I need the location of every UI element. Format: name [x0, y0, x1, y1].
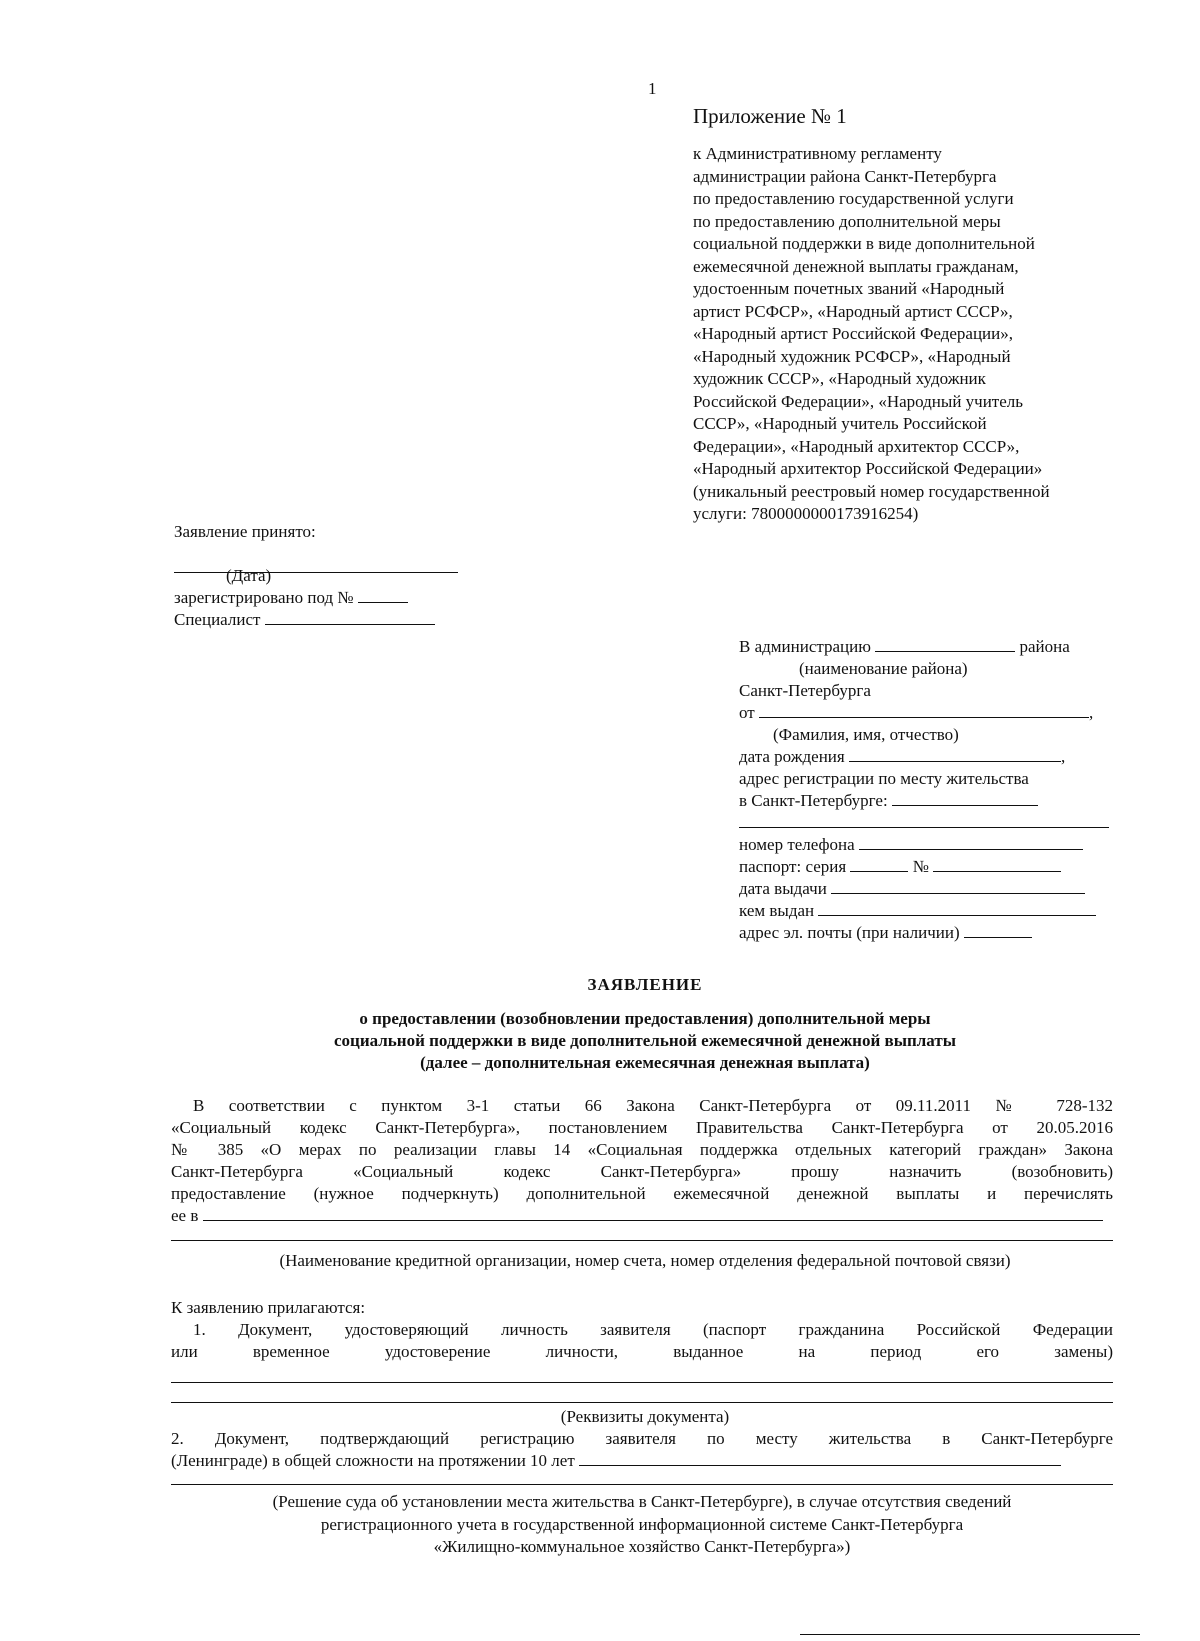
- to-label: В администрацию: [739, 637, 871, 656]
- appendix-line: «Народный художник РСФСР», «Народный: [693, 346, 1011, 366]
- appendix-line: СССР», «Народный учитель Российской: [693, 414, 987, 433]
- in-spb-label: в Санкт-Петербурге:: [739, 791, 888, 810]
- appendix-line: Федерации», «Народный архитектор СССР»,: [693, 436, 1020, 456]
- received-block: [174, 521, 474, 631]
- passport-row: [739, 856, 1119, 878]
- address-block: [739, 636, 1119, 944]
- appendix-line: администрации района Санкт-Петербурга: [693, 166, 997, 186]
- reg-address-label: адрес регистрации по месту жительства: [739, 769, 1029, 788]
- body-line: предоставление (нужное подчеркнуть) дополнительной ежемесячной денежной выплаты и перечислять: [171, 1184, 1113, 1203]
- body-line: № 385 «О мерах по реализации главы 14 «Социальная поддержка отдельных категорий граждан» Закона: [171, 1140, 1113, 1159]
- appendix-line: «Народный архитектор Российской Федерации»: [693, 459, 1043, 478]
- appendix-line: (уникальный реестровый номер государственной: [693, 481, 1050, 501]
- item2-line1: 2. Документ, подтверждающий регистрацию заявителя по месту жительства в Санкт-Петербурге: [171, 1429, 1113, 1448]
- attachments-block: [171, 1297, 1113, 1363]
- appendix-line: по предоставлению дополнительной меры: [693, 211, 1001, 231]
- issue-date-field[interactable]: [831, 878, 1085, 894]
- court-caption-line: регистрационного учета в государственной информационной системе Санкт-Петербурга: [320, 1514, 964, 1534]
- email-field[interactable]: [964, 922, 1032, 938]
- appendix-line: артист РСФСР», «Народный артист СССР»,: [693, 301, 1013, 321]
- statement-title: ЗАЯВЛЕНИЕ: [587, 975, 703, 994]
- passport-number-field[interactable]: [933, 856, 1061, 872]
- issue-date-label: дата выдачи: [739, 879, 827, 898]
- page-bottom-line: [800, 1634, 1140, 1635]
- item2: [171, 1428, 1113, 1472]
- court-caption: [171, 1491, 1113, 1559]
- specialist-label: Специалист: [174, 610, 261, 629]
- appendix-line: услуги: 7800000000173916254): [693, 504, 919, 523]
- email-row: [739, 922, 1119, 944]
- subtitle-line: (далее – дополнительная ежемесячная денежная выплата): [420, 1053, 870, 1072]
- district-caption: (наименование района): [799, 659, 968, 678]
- from-label: от: [739, 703, 755, 722]
- credit-caption: (Наименование кредитной организации, номер счета, номер отделения федеральной почтовой связи): [279, 1251, 1011, 1270]
- to-row: [739, 636, 1119, 658]
- appendix-line: удостоенным почетных званий «Народный: [693, 279, 1005, 298]
- birth-date-field[interactable]: [849, 746, 1061, 762]
- received-label: Заявление принято:: [174, 522, 316, 541]
- payment-row: [171, 1205, 1113, 1227]
- document-details-field-line2[interactable]: [171, 1402, 1113, 1403]
- number-sign: №: [912, 857, 929, 876]
- district-word: района: [1019, 637, 1070, 656]
- date-caption: (Дата): [226, 566, 272, 585]
- appendix-line: художник СССР», «Народный художник: [693, 369, 986, 388]
- document-details-caption: (Реквизиты документа): [560, 1407, 730, 1426]
- attachments-heading: К заявлению прилагаются:: [171, 1298, 366, 1317]
- body-line: Санкт-Петербурга «Социальный кодекс Санкт-Петербурга» прошу назначить (возобновить): [171, 1162, 1113, 1181]
- passport-label: паспорт: серия: [739, 857, 847, 876]
- city: Санкт-Петербурга: [739, 681, 871, 700]
- court-caption-line: «Жилищно-коммунальное хозяйство Санкт-Петербурга»): [433, 1537, 851, 1556]
- subtitle-line: о предоставлении (возобновлении предоставления) дополнительной меры: [359, 1009, 931, 1028]
- address-field-line2[interactable]: [739, 815, 1109, 828]
- registered-label: зарегистрировано под №: [174, 588, 354, 607]
- birth-label: дата рождения: [739, 747, 845, 766]
- body-last: ее в: [171, 1206, 199, 1225]
- phone-row: [739, 834, 1119, 856]
- appendix-line: по предоставлению государственной услуги: [693, 189, 1014, 208]
- appendix-line: «Народный артист Российской Федерации»,: [693, 324, 1013, 343]
- statement-body: [171, 1095, 1113, 1227]
- statement-subtitle: [0, 1008, 1200, 1074]
- address-field[interactable]: [892, 790, 1038, 806]
- phone-label: номер телефона: [739, 835, 855, 854]
- name-caption: (Фамилия, имя, отчество): [773, 725, 959, 744]
- from-row: от ,: [739, 703, 1094, 722]
- appendix-title: Приложение № 1: [693, 104, 847, 128]
- item1-line1: 1. Документ, удостоверяющий личность заявителя (паспорт гражданина Российской Федерации: [193, 1320, 1113, 1339]
- appendix-line: ежемесячной денежной выплаты гражданам,: [693, 256, 1019, 276]
- birth-row: дата рождения ,: [739, 747, 1066, 766]
- item2-line2: (Ленинграде) в общей сложности на протяжении 10 лет: [171, 1451, 575, 1470]
- issued-by-row: [739, 900, 1119, 922]
- phone-field[interactable]: [859, 834, 1083, 850]
- page-number: 1: [648, 79, 657, 98]
- in-spb-row: [739, 790, 1119, 812]
- registration-doc-field[interactable]: [579, 1450, 1061, 1466]
- issued-by-field[interactable]: [818, 900, 1096, 916]
- item2-row: [171, 1450, 1113, 1472]
- specialist-field[interactable]: [265, 609, 435, 625]
- credit-org-field-line2[interactable]: [171, 1240, 1113, 1241]
- appendix-line: социальной поддержки в виде дополнительной: [693, 234, 1035, 253]
- issue-date-row: [739, 878, 1119, 900]
- document-details-field[interactable]: [171, 1382, 1113, 1383]
- full-name-field[interactable]: [759, 702, 1089, 718]
- appendix-text: [693, 143, 1133, 526]
- registered-row: [174, 587, 474, 609]
- registration-number-field[interactable]: [358, 587, 408, 603]
- specialist-row: [174, 609, 474, 631]
- appendix-line: Российской Федерации», «Народный учитель: [693, 391, 1024, 411]
- court-caption-line: (Решение суда об установлении места жительства в Санкт-Петербурге), в случае отсутствия сведений: [272, 1492, 1012, 1511]
- body-line: «Социальный кодекс Санкт-Петербурга», постановлением Правительства Санкт-Петербурга от 20.05.2016: [171, 1118, 1113, 1137]
- subtitle-line: социальной поддержки в виде дополнительной ежемесячной денежной выплаты: [333, 1031, 956, 1050]
- registration-doc-field-line2[interactable]: [171, 1484, 1113, 1485]
- item1-line2: или временное удостоверение личности, выданное на период его замены): [171, 1342, 1113, 1361]
- issued-by-label: кем выдан: [739, 901, 815, 920]
- district-field[interactable]: [875, 636, 1015, 652]
- passport-series-field[interactable]: [850, 856, 908, 872]
- email-label: адрес эл. почты (при наличии): [739, 923, 960, 942]
- body-line: В соответствии с пунктом 3-1 статьи 66 Закона Санкт-Петербурга от 09.11.2011 № 728-132: [193, 1096, 1113, 1115]
- credit-org-field[interactable]: [203, 1205, 1103, 1221]
- appendix-line: к Административному регламенту: [693, 144, 942, 163]
